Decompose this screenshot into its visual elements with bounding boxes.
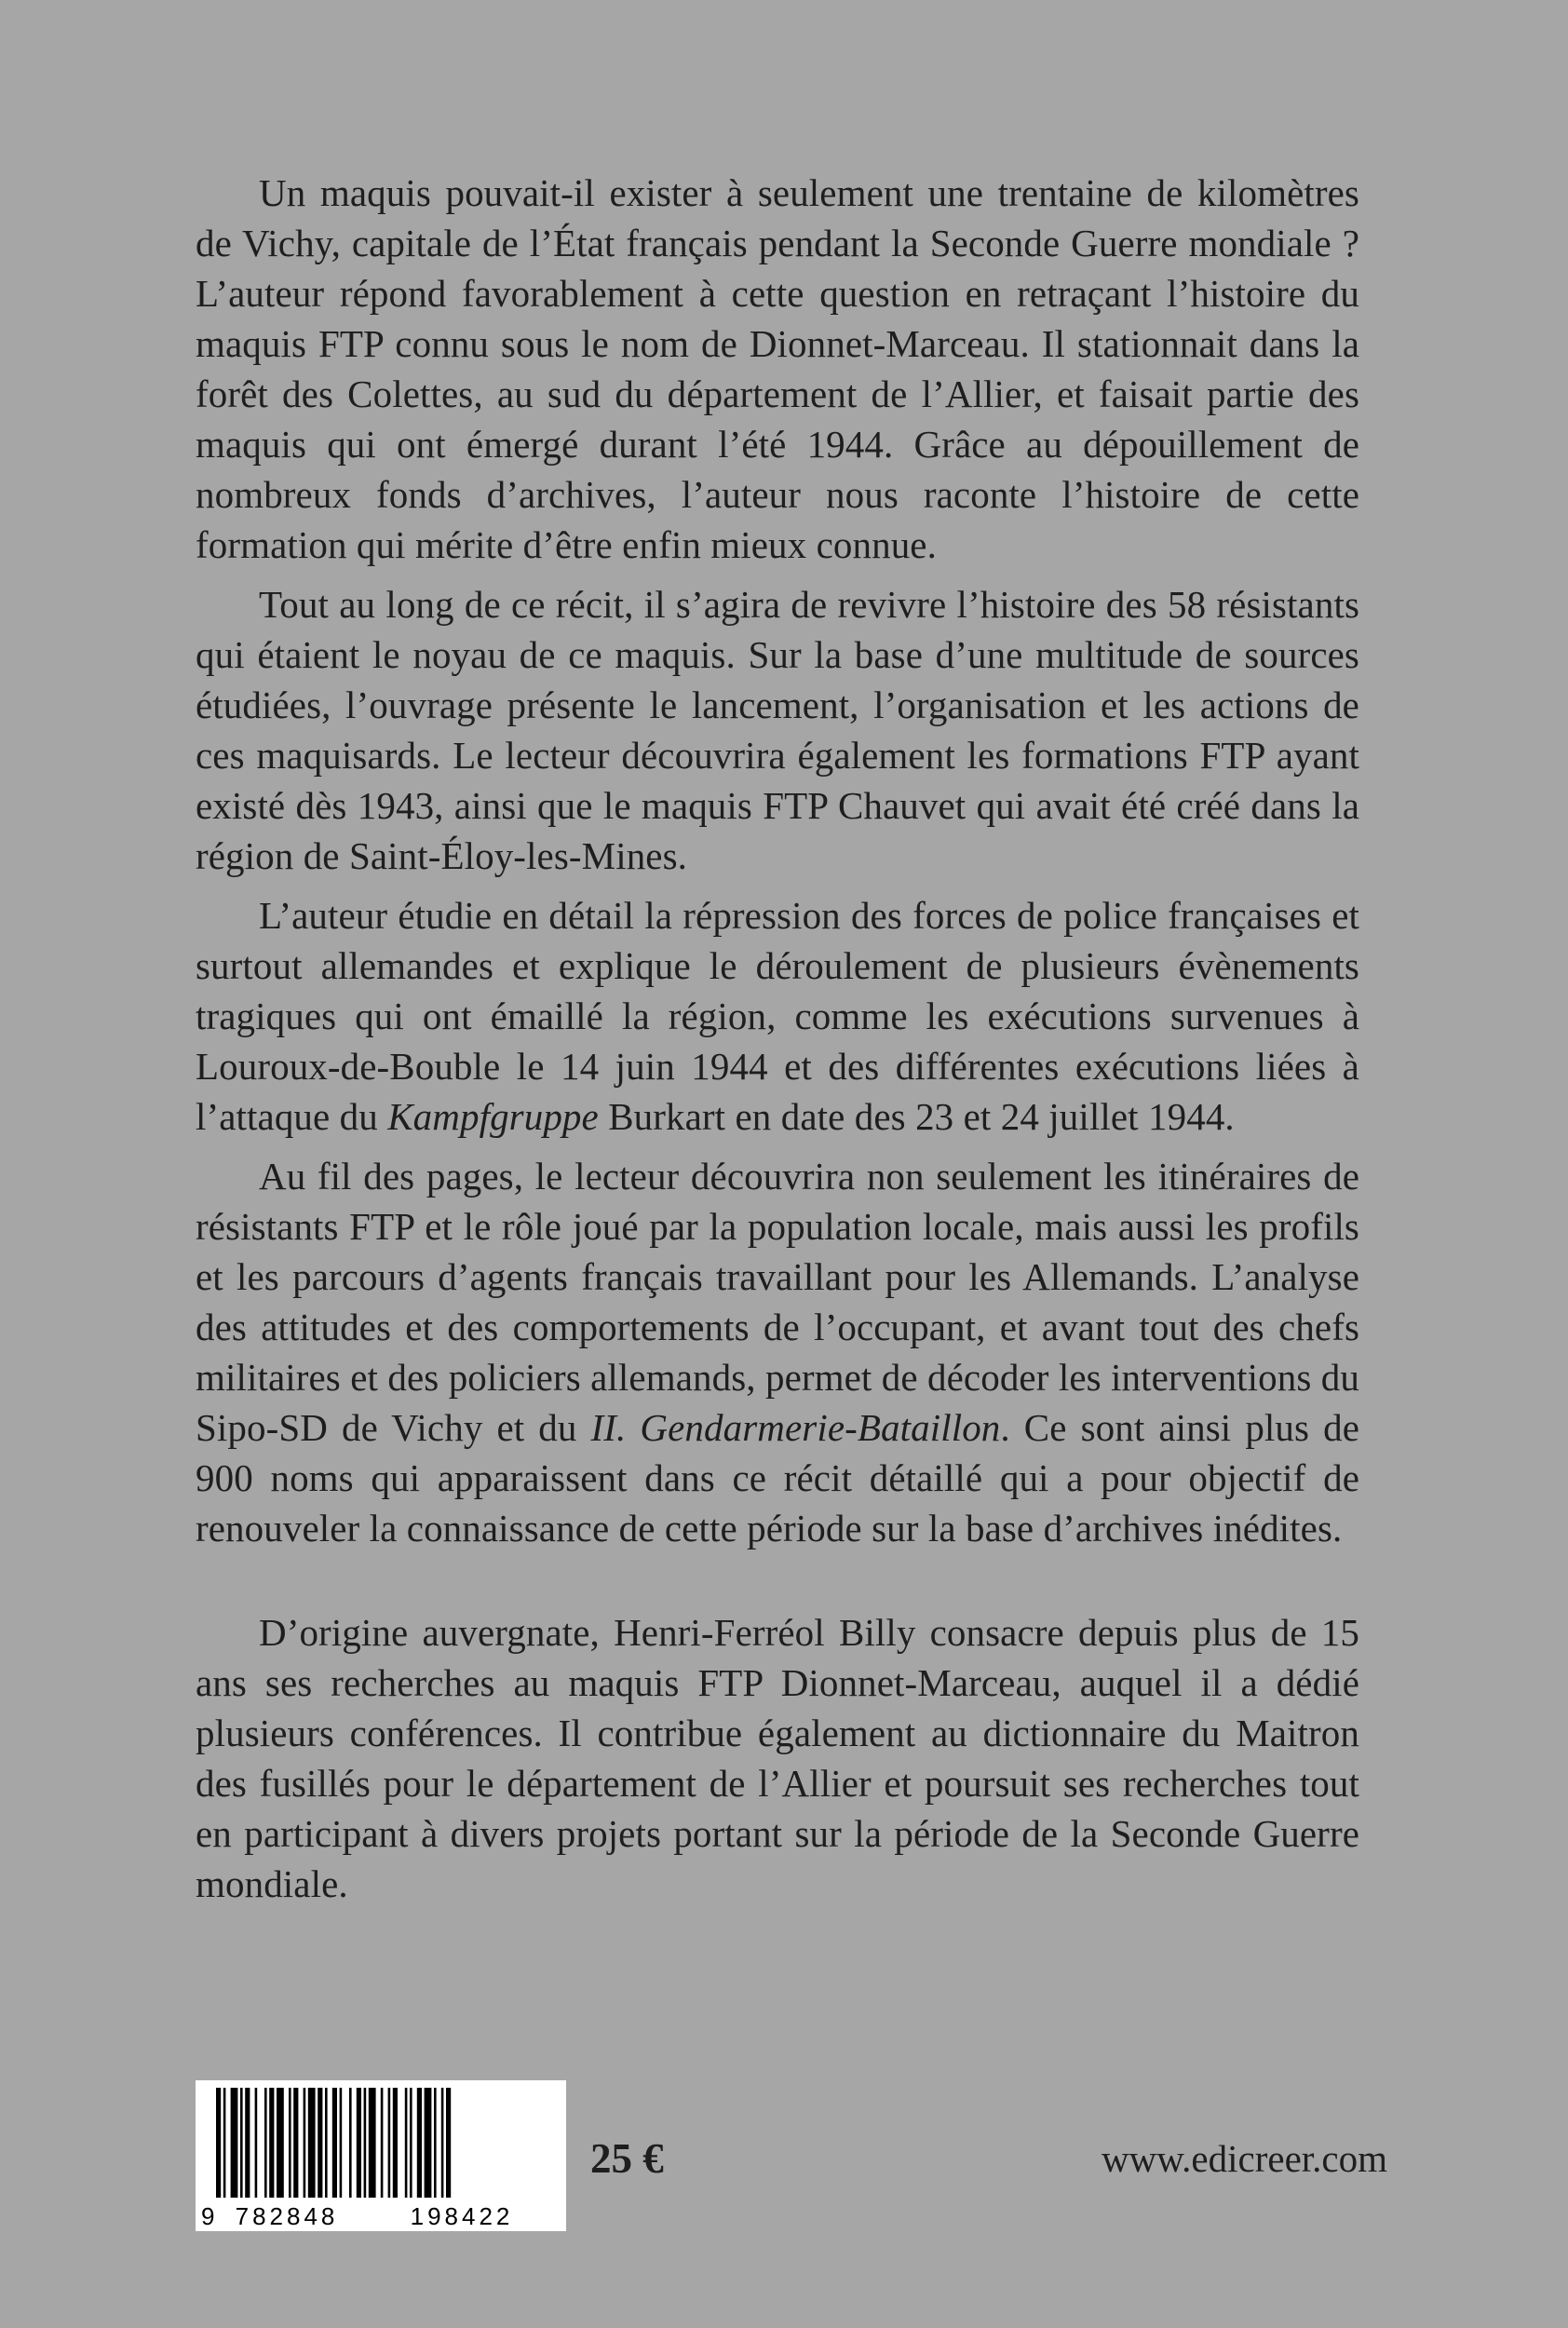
price-label: 25 € [590, 2135, 664, 2182]
barcode-bar [216, 2088, 221, 2198]
barcode-bar [417, 2088, 422, 2198]
summary-paragraph-4 [196, 1151, 1359, 1553]
barcode-bar [304, 2088, 306, 2198]
barcode-bar [308, 2088, 316, 2198]
text-run: L’auteur étudie en détail la répression des forces de police françaises et surtout allemandes et explique le déroulement de plusieurs évènements tragiques qui ont émaillé la région, comme les exécutions survenues à Louroux-de-Bouble le 14 juin 1944 et des différentes exécutions liées à l’attaque du [196, 894, 1359, 1138]
barcode-bar [325, 2088, 328, 2198]
barcode-bar [340, 2088, 343, 2198]
barcode-bar [446, 2088, 451, 2198]
isbn-barcode [196, 2080, 566, 2231]
barcode-bar [318, 2088, 322, 2198]
barcode-bar [349, 2088, 352, 2198]
barcode-bar [425, 2088, 432, 2198]
barcode-bar [277, 2088, 284, 2198]
barcode-bar [231, 2088, 238, 2198]
italic-term: Kampfgruppe [387, 1095, 599, 1138]
text-run: Un maquis pouvait-il exister à seulement une trentaine de kilomètres de Vichy, capitale de l’État français pendant la Seconde Guerre mondiale ? L’auteur répond favorablement à cette question en retraçant l’histoire du maquis FTP connu sous le nom de Dionnet-Marceau. Il stationnait dans la forêt des Colettes, au sud du département de l’Allier, et faisait partie des maquis qui ont émergé durant l’été 1944. Grâce au dépouillement de nombreux fonds d’archives, l’auteur nous raconte l’histoire de cette formation qui mérite d’être enfin mieux connue. [196, 171, 1359, 566]
text-run: . Ce sont ainsi plus de 900 noms qui apparaissent dans ce récit détaillé qui a pour objectif de renouveler la connaissance de cette période sur la base d’archives inédites. [196, 1406, 1360, 1550]
barcode-bar [269, 2088, 274, 2198]
barcode-bar [223, 2088, 226, 2198]
barcode-bar [388, 2088, 391, 2198]
barcode-right-digits: 198422 [410, 2202, 514, 2230]
cover-footer [196, 2080, 1387, 2229]
text-run: Burkart en date des 23 et 24 juillet 1944. [598, 1095, 1235, 1138]
text-run: Tout au long de ce récit, il s’agira de revivre l’histoire des 58 résistants qui étaient le noyau de ce maquis. Sur la base d’une multitude de sources étudiées, l’ouvrage présente le lancement, l’organisation et les actions de ces maquisards. Le lecteur découvrira également les formations FTP ayant existé dès 1943, ainsi que le maquis FTP Chauvet qui avait été créé dans la région de Saint-Éloy-les-Mines. [196, 583, 1359, 877]
barcode-bars [216, 2088, 451, 2198]
barcode-bar [441, 2088, 444, 2198]
summary-paragraph-2 [196, 579, 1359, 881]
publisher-website: www.edicreer.com [1102, 2137, 1387, 2180]
barcode-bar [364, 2088, 367, 2198]
author-bio: D’origine auvergnate, Henri-Ferréol Billy consacre depuis plus de 15 ans ses recherches au maquis FTP Dionnet-Marceau, auquel il a dédié plusieurs conférences. Il contribue également au dictionnaire du Maitron des fusillés pour le département de l’Allier et poursuit ses recherches tout en participant à divers projets portant sur la période de la Seconde Guerre mondiale. [196, 1611, 1359, 1905]
barcode-bar [381, 2088, 384, 2198]
barcode-bar [255, 2088, 258, 2198]
barcode-bar [240, 2088, 243, 2198]
summary-paragraph-3 [196, 890, 1359, 1142]
barcode-bar [369, 2088, 376, 2198]
barcode-bar [293, 2088, 298, 2198]
barcode-bar [410, 2088, 412, 2198]
text-run: Au fil des pages, le lecteur découvrira non seulement les itinéraires de résistants FTP et le rôle joué par la population locale, mais aussi les profils et les parcours d’agents français travaillant pour les Allemands. L’analyse des attitudes et des comportements de l’occupant, et avant tout des chefs militaires et des policiers allemands, permet de décoder les interventions du Sipo-SD de Vichy et du [196, 1155, 1359, 1449]
barcode-bar [245, 2088, 250, 2198]
summary-paragraph-1 [196, 168, 1359, 570]
barcode-left-digits: 782848 [235, 2202, 339, 2230]
barcode-bar [393, 2088, 398, 2198]
barcode-bar [357, 2088, 361, 2198]
barcode-bar [405, 2088, 408, 2198]
barcode-bar [289, 2088, 291, 2198]
barcode-bar [434, 2088, 437, 2198]
italic-term: II. Gendarmerie-Bataillon [590, 1406, 1001, 1449]
barcode-bar [264, 2088, 267, 2198]
barcode-first-digit: 9 [201, 2202, 215, 2230]
back-cover-text [196, 168, 1359, 1918]
barcode-bar [332, 2088, 337, 2198]
